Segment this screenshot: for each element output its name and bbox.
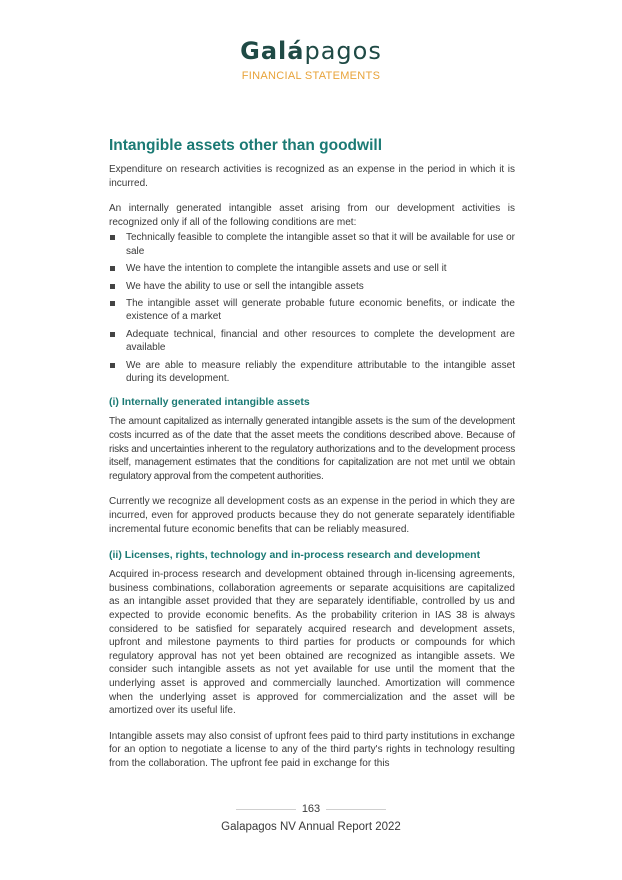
- footer-rule-right: [326, 809, 386, 810]
- list-item-text: The intangible asset will generate probable future economic benefits, or indicate the existence of a market: [126, 298, 515, 323]
- footer-rule-left: [236, 809, 296, 810]
- logo-text-bold: Galá: [240, 37, 305, 65]
- page-number-row: [0, 803, 622, 815]
- list-item-text: We are able to measure reliably the expenditure attributable to the intangible asset during its development.: [126, 359, 515, 385]
- page-header: [0, 36, 622, 82]
- list-item-text: We have the intention to complete the intangible assets and use or sell it: [126, 263, 447, 275]
- list-item-text: Technically feasible to complete the intangible asset so that it will be available for use or sale: [126, 232, 515, 257]
- subheading-internally-generated: (i) Internally generated intangible assets: [109, 396, 310, 409]
- report-title: Galapagos NV Annual Report 2022: [221, 821, 401, 833]
- paragraph-capitalized-amount: The amount capitalized as internally generated intangible assets is the sum of the development costs incurred as of the date that the asset meets the conditions described above. Because of risks and uncertainties inherent to the regulatory authorizations and to the development process itself, management estimates that the conditions for capitalization are not met until we obtain regulatory approval from the competent authorities.: [109, 416, 515, 482]
- section-label: FINANCIAL STATEMENTS: [241, 70, 381, 82]
- paragraph-research-expenditure: Expenditure on research activities is recognized as an expense in the period in which it is incurred.: [109, 164, 515, 189]
- list-item: [109, 231, 515, 258]
- square-bullet-icon: [110, 284, 115, 289]
- square-bullet-icon: [110, 266, 115, 271]
- square-bullet-icon: [110, 301, 115, 306]
- paragraph-development-costs: Currently we recognize all development costs as an expense in the period in which they are incurred, even for approved products because they do not generate separately identifiable incremental future economic benefits that can be reliably measured.: [109, 496, 515, 535]
- list-item: [109, 262, 515, 275]
- list-item: [109, 297, 515, 324]
- paragraph-acquired-research: Acquired in-process research and development obtained through in-licensing agreements, business combinations, collaboration agreements or separate acquisitions are capitalized as an intangible asset provided that they are separately identifiable, controlled by us and expected to provide economic benefits. As the probability criterion in IAS 38 is always considered to be satisfied for separately acquired research and development assets, upfront and milestone payments to third parties for products or compounds for which regulatory approval has not yet been obtained are recognized as intangible assets. We consider such intangible assets as not yet available for use until the moment that the underlying asset is approved and commercially launched. Amortization will commence when the underlying asset is approved for commercialization and the asset will be amortized over its useful life.: [109, 569, 515, 717]
- logo-text-light: pagos: [304, 37, 382, 65]
- list-item: [109, 280, 515, 293]
- list-item-text: We have the ability to use or sell the intangible assets: [126, 280, 364, 292]
- list-item-text: Adequate technical, financial and other resources to complete the development are available: [126, 328, 515, 354]
- paragraph-upfront-fees: Intangible assets may also consist of upfront fees paid to third party institutions in exchange for an option to negotiate a license to any of the third party's rights in technology resulting from the collaboration. The upfront fee paid in exchange for this: [109, 730, 515, 769]
- subheading-licenses-rights: (ii) Licenses, rights, technology and in-process research and development: [109, 549, 481, 562]
- conditions-list: [109, 231, 515, 385]
- paragraph-conditions-intro: An internally generated intangible asset arising from our development activities is recognized only if all of the following conditions are met:: [109, 203, 515, 228]
- square-bullet-icon: [110, 332, 115, 337]
- list-item: [109, 359, 515, 386]
- page-footer: [0, 803, 622, 833]
- main-content: [109, 136, 515, 783]
- square-bullet-icon: [110, 235, 115, 240]
- list-item: [109, 328, 515, 355]
- page-title: Intangible assets other than goodwill: [109, 137, 382, 154]
- square-bullet-icon: [110, 363, 115, 368]
- galapagos-logo: [0, 36, 622, 66]
- page-number: 163: [301, 803, 321, 815]
